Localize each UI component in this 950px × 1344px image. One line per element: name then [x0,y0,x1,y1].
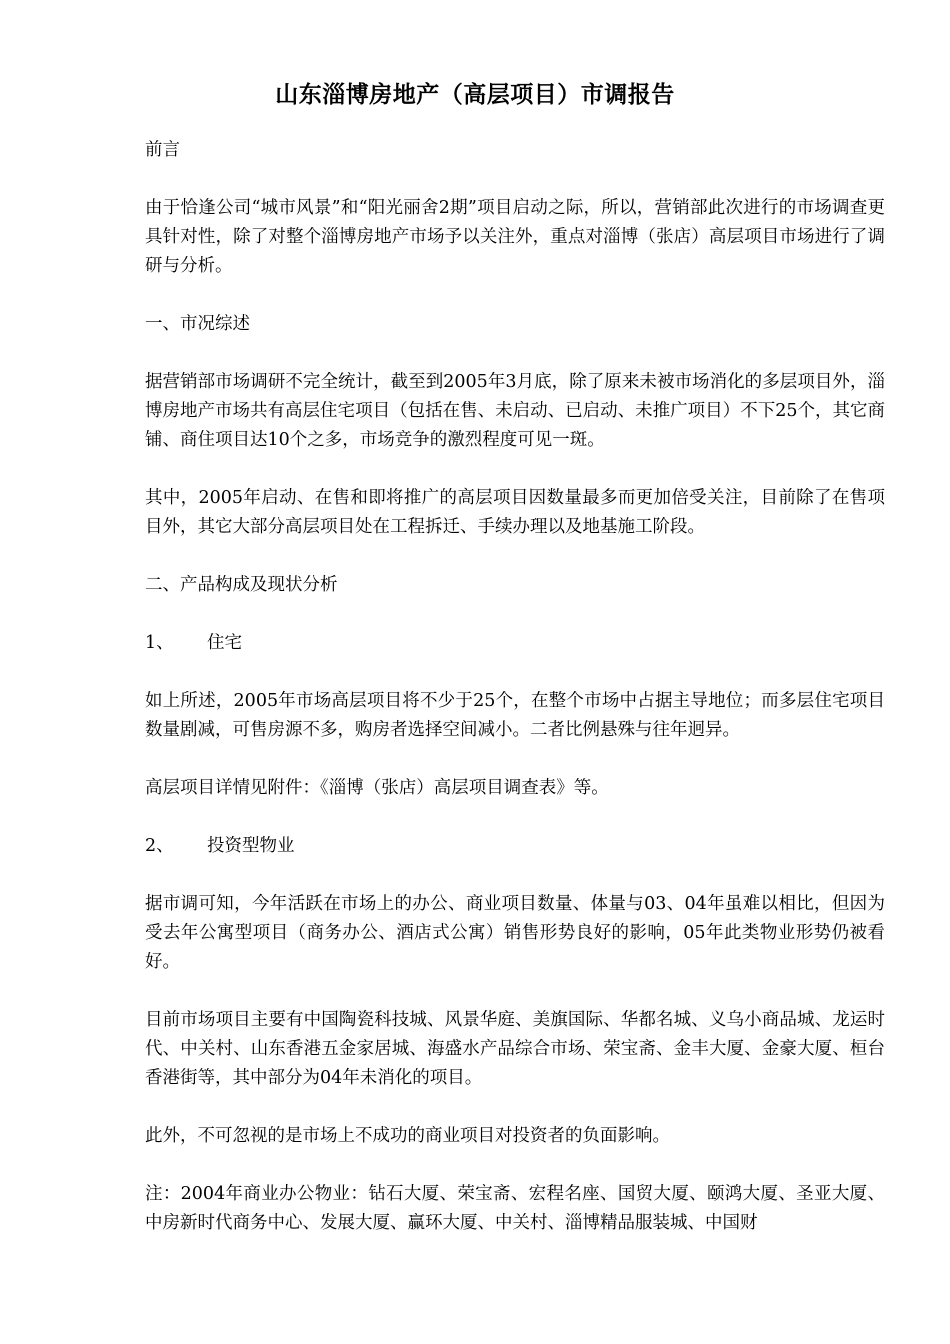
document-title: 山东淄博房地产（高层项目）市调报告 [275,81,675,108]
section-2-heading: 二、产品构成及现状分析 [145,575,338,595]
item-1-label: 住宅 [207,633,242,653]
item-2-heading [145,832,885,861]
item-1-paragraph-1: 如上所述，2005年市场高层项目将不少于25个，在整个市场中占据主导地位；而多层住宅项目数量剧减，可售房源不多，购房者选择空间减小。二者比例悬殊与往年迥异。 [145,691,885,740]
preface-heading: 前言 [145,140,180,160]
item-2-label: 投资型物业 [207,836,295,856]
item-1-heading [145,629,885,658]
item-2-number: 2、 [145,836,174,856]
item-1-number: 1、 [145,633,174,653]
item-2-paragraph-2: 目前市场项目主要有中国陶瓷科技城、风景华庭、美旗国际、华都名城、义乌小商品城、龙运时代、中关村、山东香港五金家居城、海盛水产品综合市场、荣宝斋、金丰大厦、金豪大厦、桓台香港街等，其中部分为04年未消化的项目。 [145,1010,885,1088]
section-1-paragraph-2: 其中，2005年启动、在售和即将推广的高层项目因数量最多而更加倍受关注，目前除了在售项目外，其它大部分高层项目处在工程拆迁、手续办理以及地基施工阶段。 [145,488,885,537]
item-1-paragraph-2: 高层项目详情见附件：《淄博（张店）高层项目调查表》等。 [145,778,609,798]
preface-paragraph: 由于恰逢公司“城市风景”和“阳光丽舍2期”项目启动之际，所以，营销部此次进行的市场调查更具针对性，除了对整个淄博房地产市场予以关注外，重点对淄博（张店）高层项目市场进行了调研与分析。 [145,198,885,276]
section-1-heading: 一、市况综述 [145,314,250,334]
item-2-paragraph-3: 此外，不可忽视的是市场上不成功的商业项目对投资者的负面影响。 [145,1126,670,1146]
document-body [145,136,885,1238]
item-2-paragraph-1: 据市调可知，今年活跃在市场上的办公、商业项目数量、体量与03、04年虽难以相比，但因为受去年公寓型项目（商务办公、酒店式公寓）销售形势良好的影响，05年此类物业形势仍被看好。 [145,894,885,972]
section-1-paragraph-1: 据营销部市场调研不完全统计，截至到2005年3月底，除了原来未被市场消化的多层项目外，淄博房地产市场共有高层住宅项目（包括在售、未启动、已启动、未推广项目）不下25个，其它商铺、商住项目达10个之多，市场竞争的激烈程度可见一斑。 [145,372,885,450]
note-paragraph: 注：2004年商业办公物业：钻石大厦、荣宝斋、宏程名座、国贸大厦、颐鸿大厦、圣亚大厦、中房新时代商务中心、发展大厦、赢环大厦、中关村、淄博精品服装城、中国财 [145,1184,885,1233]
